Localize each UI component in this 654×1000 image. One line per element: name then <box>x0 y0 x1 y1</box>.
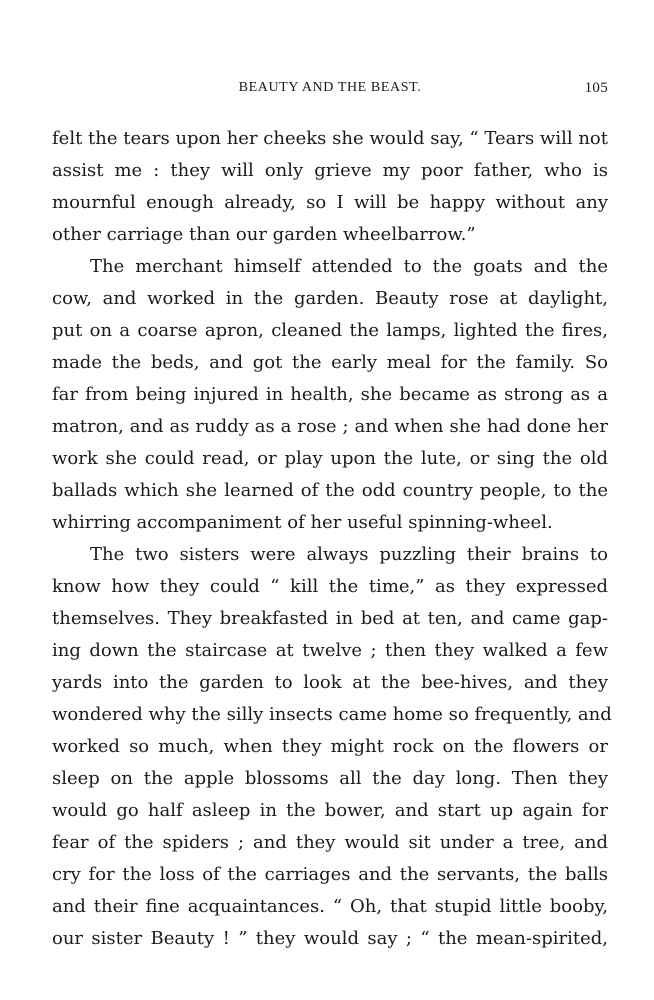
page-number: 105 <box>584 80 608 96</box>
text-line: ing down the staircase at twelve ; then they walked a few <box>52 640 608 661</box>
text-line: cow, and worked in the garden. Beauty rose at daylight, <box>52 288 608 309</box>
text-line: know how they could “ kill the time,” as they expressed <box>52 576 608 597</box>
text-line: mournful enough already, so I will be happy without any <box>52 192 608 213</box>
text-line: whirring accompaniment of her useful spinning-wheel. <box>52 512 553 533</box>
text-line: work she could read, or play upon the lute, or sing the old <box>52 448 608 469</box>
running-title: BEAUTY AND THE BEAST. <box>238 80 422 95</box>
text-line: fear of the spiders ; and they would sit under a tree, and <box>52 832 608 853</box>
text-line: sleep on the apple blossoms all the day long. Then they <box>52 768 608 789</box>
text-line: The two sisters were always puzzling their brains to <box>90 544 608 565</box>
text-line: would go half asleep in the bower, and start up again for <box>52 800 608 821</box>
text-line: put on a coarse apron, cleaned the lamps, lighted the fires, <box>52 320 608 341</box>
text-line: yards into the garden to look at the bee-hives, and they <box>52 672 608 693</box>
running-head <box>52 80 608 100</box>
text-line: made the beds, and got the early meal for the family. So <box>52 352 608 373</box>
text-line: The merchant himself attended to the goats and the <box>90 256 608 277</box>
text-line: felt the tears upon her cheeks she would say, “ Tears will not <box>52 128 608 149</box>
text-line: other carriage than our garden wheelbarrow.” <box>52 224 476 245</box>
text-line: ballads which she learned of the odd country people, to the <box>52 480 608 501</box>
text-line: our sister Beauty ! ” they would say ; “ the mean-spirited, <box>52 928 608 949</box>
text-line: cry for the loss of the carriages and the servants, the balls <box>52 864 608 885</box>
text-line: themselves. They breakfasted in bed at ten, and came gap- <box>52 608 608 629</box>
text-line: assist me : they will only grieve my poor father, who is <box>52 160 608 181</box>
text-line: matron, and as ruddy as a rose ; and when she had done her <box>52 416 608 437</box>
body-text <box>52 123 612 955</box>
text-line: far from being injured in health, she became as strong as a <box>52 384 608 405</box>
text-line: worked so much, when they might rock on the flowers or <box>52 736 608 757</box>
text-line: wondered why the silly insects came home so frequently, and <box>52 704 612 725</box>
text-line: and their fine acquaintances. “ Oh, that stupid little booby, <box>52 896 608 917</box>
